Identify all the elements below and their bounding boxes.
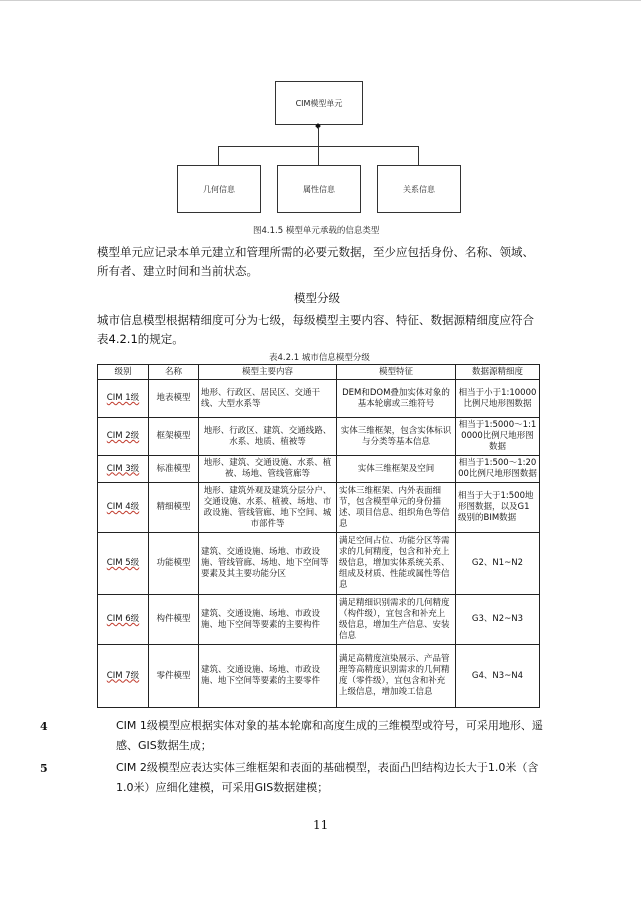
clause-text: CIM 2级模型应表达实体三维框架和表面的基础模型，表面凸凹结构边长大于1.0米（含1.0米）应细化建模，可采用GIS数据建模； [116,761,539,794]
table-row [98,645,540,708]
cell-level: CIM 2级 [98,418,149,456]
cell-level: CIM 4级 [98,483,149,533]
diagram-parent-label: CIM模型单元 [295,98,343,108]
cell-source: 相当于小于1:10000比例尺地形图数据 [456,380,540,418]
diagram-parent-box [275,81,363,125]
table-row [98,533,540,595]
cell-name: 功能模型 [149,533,199,595]
table-row [98,456,540,483]
diagram-child-box [377,165,461,213]
metadata-paragraph: 模型单元应记录本单元建立和管理所需的必要元数据，至少应包括身份、名称、领域、所有者、建立时间和当前状态。 [97,245,534,278]
cell-feature: 满足精细识别需求的几何精度（构件级），宜包含和补充上级信息，增加生产信息、安装信息 [337,595,456,645]
table-row [98,595,540,645]
cell-source: 相当于1:500～1:2000比例尺地形图数据 [456,456,540,483]
page-top-rule [0,0,641,1]
header-source: 数据源精细度 [456,365,540,380]
model-grading-table [97,364,540,708]
cell-source: G2、N1~N2 [456,533,540,595]
header-level: 级别 [98,365,149,380]
header-name: 名称 [149,365,199,380]
cell-feature: DEM和DOM叠加实体对象的基本轮廓或三维符号 [337,380,456,418]
diagram-child-box [277,165,361,213]
cell-feature: 实体三维框架、内外表面细节，包含模型单元的身份描述、项目信息、组织角色等信息 [337,483,456,533]
diagram-child-label: 几何信息 [203,184,235,194]
clause-number: 5 [40,762,48,775]
section-title: 模型分级 [294,291,340,305]
cell-name: 标准模型 [149,456,199,483]
header-content: 模型主要内容 [199,365,337,380]
cell-content: 地形、建筑外观及建筑分层分户、交通设施、水系、植被、场地、市政设施、管线管廊、地下空间、城市部件等 [199,483,337,533]
table-row [98,418,540,456]
cell-name: 框架模型 [149,418,199,456]
cell-content: 建筑、交通设施、场地、市政设施、地下空间等要素的主要零件 [199,645,337,708]
grading-paragraph: 城市信息模型根据精细度可分为七级，每级模型主要内容、特征、数据源精细度应符合表4.2.1的规定。 [97,313,534,346]
table-row [98,483,540,533]
table-header-row [98,365,540,380]
cell-level: CIM 1级 [98,380,149,418]
cell-feature: 实体三维框架，包含实体标识与分类等基本信息 [337,418,456,456]
cell-feature: 实体三维框架及空间 [337,456,456,483]
cell-content: 建筑、交通设施、场地、市政设施、管线管廊、场地、地下空间等要素及其主要功能分区 [199,533,337,595]
cell-content: 地形、行政区、居民区、交通干线、大型水系等 [199,380,337,418]
cell-name: 精细模型 [149,483,199,533]
clause-number: 4 [40,720,48,733]
figure-caption: 图4.1.5 模型单元承载的信息类型 [253,226,380,236]
cell-level: CIM 3级 [98,456,149,483]
diagram-connector [318,146,319,165]
diagram-child-label: 属性信息 [303,184,335,194]
cell-source: 相当于大于1:500地形图数据，以及G1级别的BIM数据 [456,483,540,533]
page-number: 11 [313,818,329,832]
cell-source: 相当于1:5000～1:10000比例尺地形图数据 [456,418,540,456]
cell-level: CIM 6级 [98,595,149,645]
cell-level: CIM 5级 [98,533,149,595]
table-row [98,380,540,418]
diagram-connector [418,146,419,165]
cell-feature: 满足高精度渲染展示、产品管理等高精度识别需求的几何精度（零件级），宜包含和补充上级信息，增加竣工信息 [337,645,456,708]
cell-feature: 满足空间占位、功能分区等需求的几何精度，包含和补充上级信息，增加实体系统关系、组成及材质、性能或属性等信息 [337,533,456,595]
table-caption: 表4.2.1 城市信息模型分级 [269,353,370,363]
cell-source: G3、N2~N3 [456,595,540,645]
diagram-child-label: 关系信息 [403,184,435,194]
cell-name: 零件模型 [149,645,199,708]
cell-level: CIM 7级 [98,645,149,708]
diagram-child-box [177,165,261,213]
diagram-connector [318,127,319,146]
cell-source: G4、N3~N4 [456,645,540,708]
diagram-connector [218,146,219,165]
header-feature: 模型特征 [337,365,456,380]
cell-content: 地形、行政区、建筑、交通线路、水系、地质、植被等 [199,418,337,456]
cell-name: 构件模型 [149,595,199,645]
cell-name: 地表模型 [149,380,199,418]
cell-content: 地形、建筑、交通设施、水系、植被、场地、管线管廊等 [199,456,337,483]
clause-text: CIM 1级模型应根据实体对象的基本轮廓和高度生成的三维模型或符号，可采用地形、遥感、GIS数据生成； [116,719,543,752]
cell-content: 建筑、交通设施、场地、市政设施、地下空间等要素的主要构件 [199,595,337,645]
